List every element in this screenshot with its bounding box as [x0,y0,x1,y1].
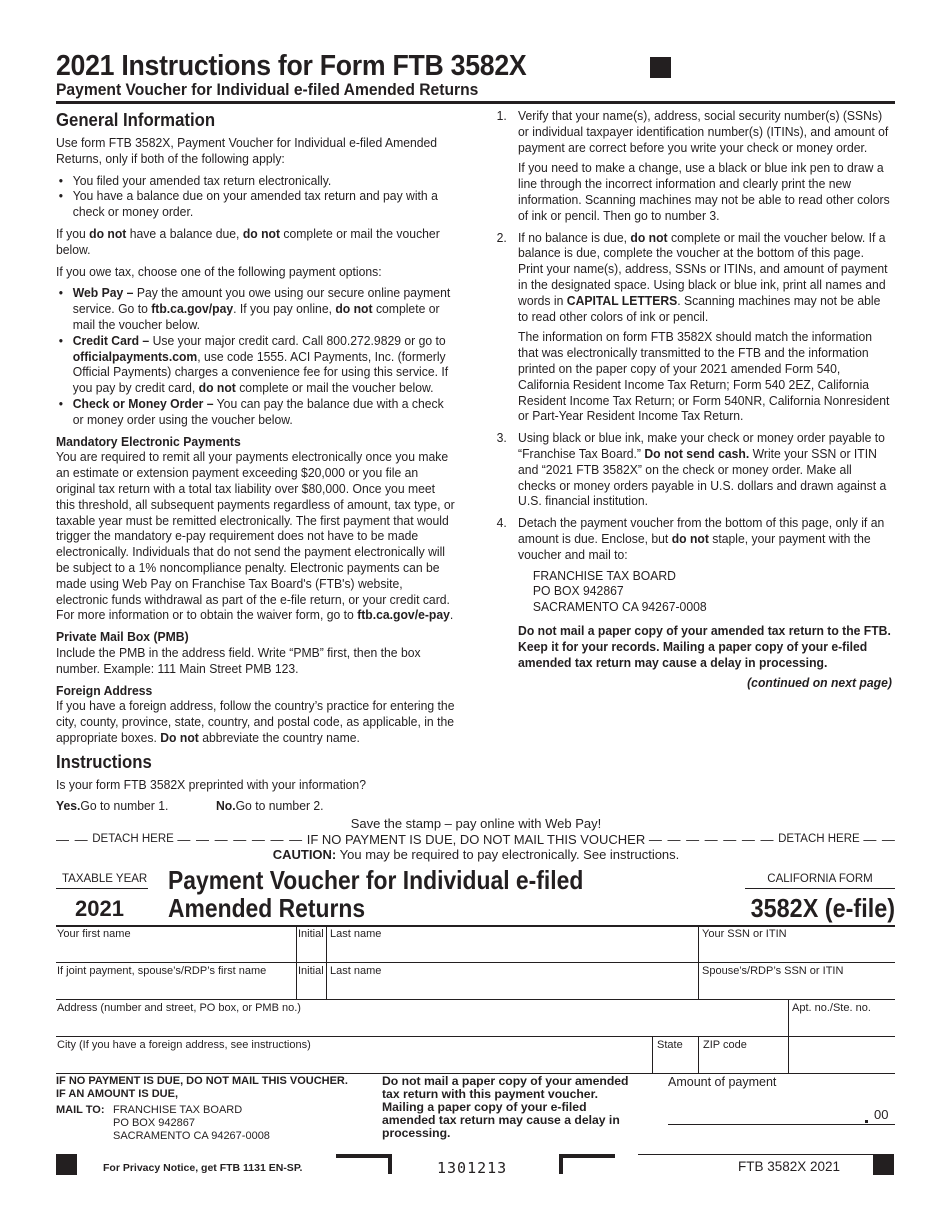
divider [326,926,327,999]
footer-form-id: FTB 3582X 2021 [738,1159,841,1174]
apply-list [56,173,456,220]
no-balance-text: If you do not have a balance due, do not complete or mail the voucher below. [56,225,440,257]
step-4: 4. Detach the payment voucher from the bottom of this page, only if an amount is due. Enclose, but do not staple, your payment with the voucher and mail to: FRANCHISE TAX BOARD PO BOX 942867 SACRAMENTO CA 94267-0008 Do not mail a paper copy of your amended tax return to the FTB. Keep it for your records. Mailing a paper copy of your e-filed amended tax return may cause a delay in processing. (continued on next page) [496,515,892,691]
initial-field[interactable]: Initial [298,928,324,940]
registration-mark [873,1154,894,1175]
divider [56,962,895,963]
detach-line [56,832,896,848]
mailing-address: FRANCHISE TAX BOARD PO BOX 942867 SACRAMENTO CA 94267-0008 [532,567,707,615]
epay-link: ftb.ca.gov/e-pay [357,607,450,623]
yes-no-row: Yes.Go to number 1. No.Go to number 2. [56,798,324,814]
step-2: 2. If no balance is due, do not complete or mail the voucher below. If a balance is due, complete the voucher at the bottom of this page. Print your name(s), address, SSNs or ITINs, and amount of payment in the designated space. Using black or blue ink, print all names and words in CAPITAL LETTERS. Scanning machines may not be able to read other colors of ink or pencil. The information on form FTB 3582X should match the information that was electronically transmitted to the FTB and the information printed on the paper copy of your 2021 amended Form 540, California Resident Income Tax Return; Form 540 2EZ, California Resident Income Tax Return; or Form 540NR, California Nonresident or Part-Year Resident Income Tax Return. [496,229,890,424]
divider [652,1036,653,1073]
page-subtitle: Payment Voucher for Individual e-filed Amended Returns [56,80,479,99]
first-name-field[interactable]: Your first name [57,928,131,940]
spouse-initial-field[interactable]: Initial [298,965,324,977]
paper-copy-warning: Do not mail a paper copy of your amended tax return with this payment voucher. Mailing a paper copy of your e-filed amended tax return may cause a delay in processing. [382,1074,629,1140]
california-form-label: CALIFORNIA FORM [767,873,873,885]
check-option: • Check or Money Order – You can pay the balance due with a check or money order using the voucher below. [56,396,456,428]
last-name-field[interactable]: Last name [330,928,382,940]
instructions-question: Is your form FTB 3582X preprinted with your information? [56,776,366,792]
scan-mark [388,1154,392,1174]
pmb-heading: Private Mail Box (PMB) [56,629,189,645]
official-payments-link: officialpayments.com [72,348,198,364]
list-item: • You have a balance due on your amended tax return and pay with a check or money order. [56,188,456,220]
privacy-notice: For Privacy Notice, get FTB 1131 EN-SP. [103,1162,303,1174]
save-stamp-text: Save the stamp – pay online with Web Pay! [350,816,602,831]
instructions-heading: Instructions [56,751,152,772]
divider [698,926,699,999]
step-1: 1. Verify that your name(s), address, social security number(s) (SSNs) or individual taxpayer identification number(s) (ITINs), and amount of payment are correct before you write your check or money order. If you need to make a change, use a black or blue ink pen to draw a line through the incorrect information and clearly print the new information. Scanning machines may not be able to read other colors of ink or pencil. Then go to number 3. [496,108,890,223]
header-rule [56,101,895,104]
no-payment-instructions: IF NO PAYMENT IS DUE, DO NOT MAIL THIS VOUCHER. IF AN AMOUNT IS DUE, [56,1075,348,1100]
web-pay-link: ftb.ca.gov/pay [151,301,234,317]
list-item: • You filed your amended tax return electronically. [56,173,456,189]
state-field[interactable]: State [657,1039,683,1051]
caution-text: CAUTION: You may be required to pay electronically. See instructions. [272,847,680,862]
detach-here-right: DETACH HERE [778,832,860,845]
detach-here-left: DETACH HERE [92,832,174,845]
divider [56,999,895,1000]
owe-tax-text: If you owe tax, choose one of the following payment options: [56,263,382,279]
instruction-steps [492,108,892,691]
amount-of-payment-label: Amount of payment [668,1075,777,1089]
amount-input[interactable] [668,1096,858,1122]
registration-mark [650,57,671,78]
mail-to-block: MAIL TO: FRANCHISE TAX BOARD PO BOX 942867 SACRAMENTO CA 94267-0008 [56,1104,270,1142]
form-number: 3582X (e-file) [750,893,895,923]
divider [296,926,297,999]
spouse-first-name-field[interactable]: If joint payment, spouse’s/RDP’s first name [57,965,267,977]
zip-field[interactable]: ZIP code [703,1039,747,1051]
barcode-number: 1301213 [437,1159,508,1177]
dash-line: — — [863,831,896,847]
voucher-top-rule [56,925,895,927]
mandatory-epay-text: You are required to remit all your payments electronically once you make an estimate or extension payment exceeding $20,000 or you file an original tax return with a total tax liability over $80,000. Once you meet this threshold, all subsequent payments regardless of amount, tax type, or taxable year must be remitted electronically. The first payment that would trigger the mandatory e-pay requirement does not have to be made electronically. Individuals that do not send the payment electronically will be subject to a 1% noncompliance penalty. Electronic payments can be made using Web Pay on Franchise Tax Board's (FTB's) website, electronic funds withdrawal as part of the e-file return, or your credit card. For more information or to obtain the waiver form, go to ftb.ca.gov/e-pay. [56,449,455,623]
credit-card-option: • Credit Card – Use your major credit card. Call 800.272.9829 or go to officialpayments.com, use code 1555. ACI Payments, Inc. (formerly Official Payments) charges a convenience fee for using this service. If you pay by credit card, do not complete or mail the voucher below. [56,333,456,396]
apt-field[interactable]: Apt. no./Ste. no. [792,1002,871,1014]
amount-cents: 00 [874,1107,889,1122]
web-pay-option: • Web Pay – Pay the amount you owe using our secure online payment service. Go to ftb.ca.gov/pay. If you pay online, do not complete or mail the voucher below. [56,285,456,332]
left-column [56,108,456,814]
scan-mark [559,1154,615,1158]
no-payment-warning: IF NO PAYMENT IS DUE, DO NOT MAIL THIS VOUCHER [306,831,646,847]
dash-line: — — — — — — — [648,831,775,847]
pmb-text: Include the PMB in the address field. Write “PMB” first, then the box number. Example: 111 Main Street PMB 123. [56,644,421,676]
mandatory-epay-heading: Mandatory Electronic Payments [56,433,241,449]
address-field[interactable]: Address (number and street, PO box, or PMB no.) [57,1002,301,1014]
intro-text: Use form FTB 3582X, Payment Voucher for Individual e-filed Amended Returns, only if both of the following apply: [56,135,438,166]
divider [56,1036,895,1037]
amount-line [668,1124,895,1125]
page-title: 2021 Instructions for Form FTB 3582X [56,50,527,82]
divider [698,1036,699,1073]
spouse-last-name-field[interactable]: Last name [330,965,382,977]
foreign-address-text: If you have a foreign address, follow the country’s practice for entering the city, county, province, state, country, and postal code, as applicable, in the appropriate boxes. Do not abbreviate the country name. [56,698,455,745]
dash-line: — — [56,831,89,847]
step-3: 3. Using black or blue ink, make your check or money order payable to “Franchise Tax Board.” Do not send cash. Write your SSN or ITIN and “2021 FTB 3582X” on the check or money order. Make all checks or money orders payable in U.S. dollars and drawn against a U.S. financial institution. [496,430,887,509]
continued-note: (continued on next page) [747,675,892,691]
right-column [492,108,892,697]
general-information-heading: General Information [56,110,216,130]
taxable-year-label: TAXABLE YEAR [62,873,148,885]
spouse-ssn-field[interactable]: Spouse’s/RDP’s SSN or ITIN [702,965,844,977]
voucher-title: Payment Voucher for Individual e-filed Amended Returns [168,865,584,923]
scan-mark [559,1154,563,1174]
registration-mark [56,1154,77,1175]
dash-line: — — — — — — — [177,831,304,847]
scan-mark [336,1154,392,1158]
do-not-mail-note: Do not mail a paper copy of your amended tax return to the FTB. Keep it for your records. Mailing a paper copy of your e-filed amended tax return may cause a delay in processing. [518,622,891,670]
divider [638,1154,873,1155]
foreign-address-heading: Foreign Address [56,682,153,698]
detach-strip [56,816,896,863]
decimal-point [865,1120,868,1123]
ssn-field[interactable]: Your SSN or ITIN [702,928,787,940]
payment-options-list [56,285,456,427]
city-field[interactable]: City (If you have a foreign address, see instructions) [57,1039,311,1051]
divider [56,888,148,889]
divider [788,999,789,1073]
divider [745,888,895,889]
taxable-year: 2021 [75,896,124,921]
